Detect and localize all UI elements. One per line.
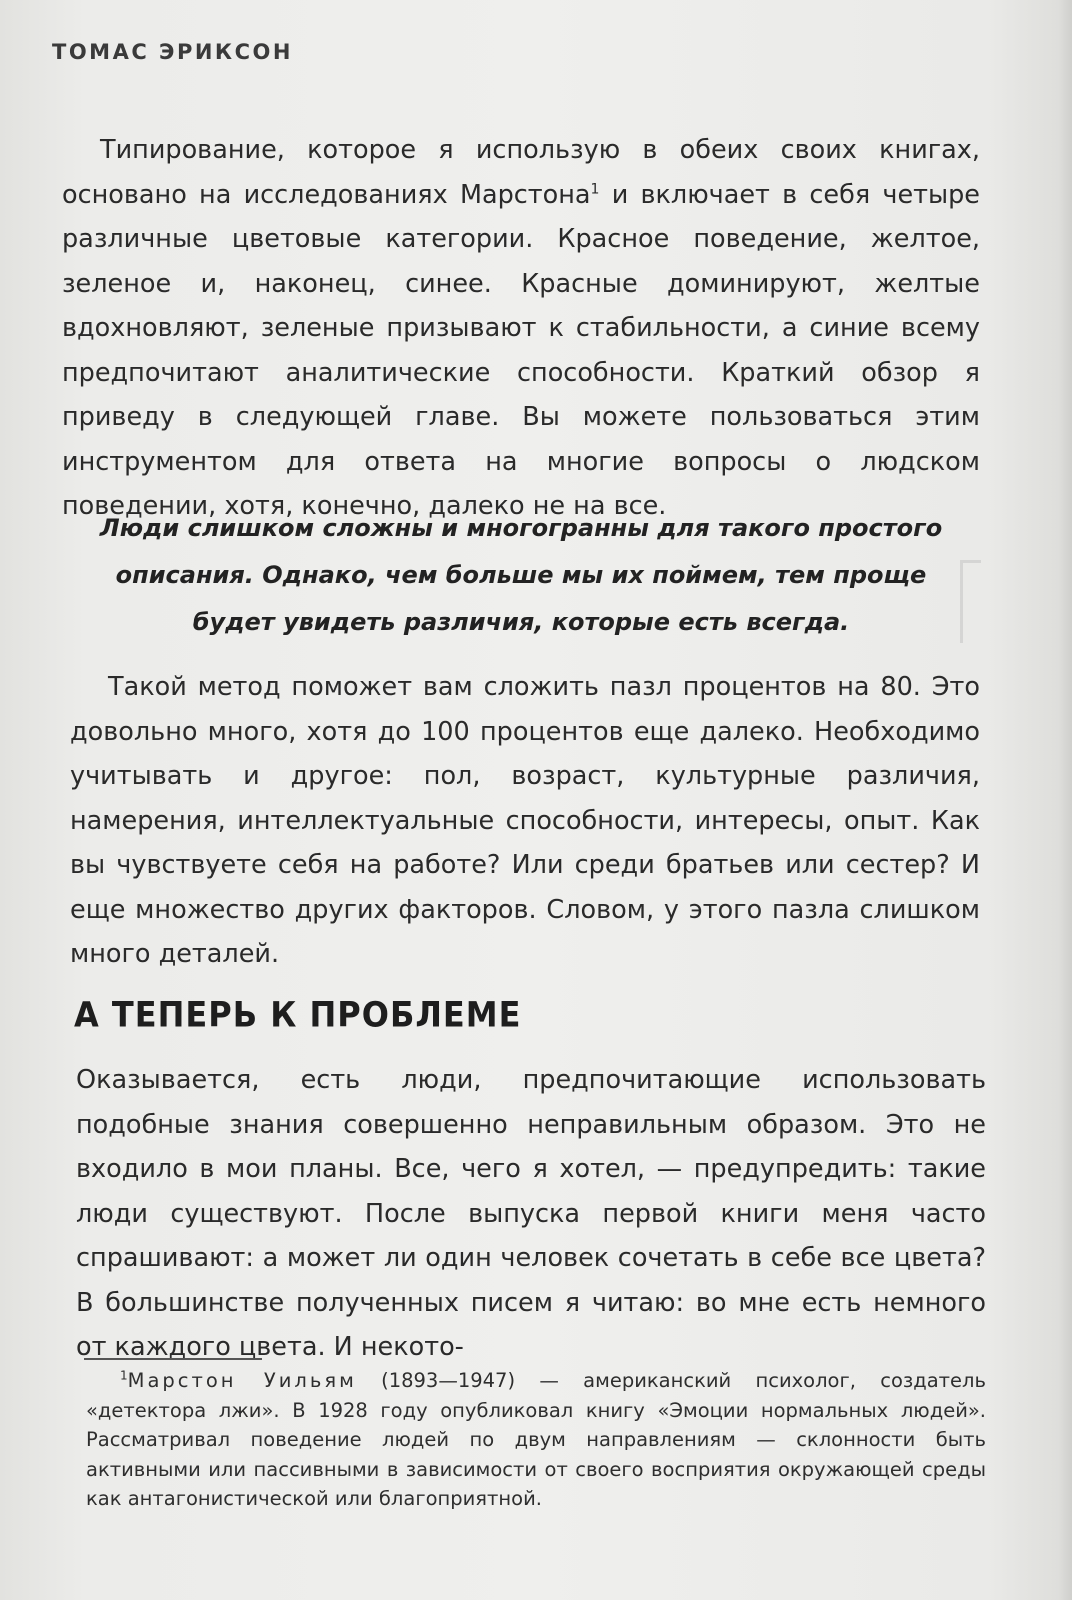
paragraph-1 — [62, 128, 980, 529]
paragraph-1-part-a: Типирование, которое я использую в обеих своих книгах, основано на исследованиях Марстона — [62, 135, 980, 210]
section-heading: А ТЕПЕРЬ К ПРОБЛЕМЕ — [74, 994, 522, 1036]
paragraph-1-text — [62, 128, 980, 529]
paragraph-1-part-b: и включает в себя четыре различные цветовые категории. Красное поведение, желтое, зеленое и, наконец, синее. Красные доминируют, желтые вдохновляют, зеленые призывают к стабильности, а синие всему предпочитают аналитические способности. Краткий обзор я приведу в следующей главе. Вы можете пользоваться этим инструментом для ответа на многие вопросы о людском поведении, хотя, конечно, далеко не на все. — [62, 179, 980, 521]
footnote — [86, 1366, 986, 1514]
footnote-name: Марстон Уильям — [127, 1369, 357, 1392]
running-head: ТОМАС ЭРИКСОН — [52, 40, 293, 64]
pull-quote: Люди слишком сложны и многогранны для такого простого описания. Однако, чем больше мы их поймем, тем проще будет увидеть различия, которые есть всегда. — [99, 514, 943, 636]
paragraph-3 — [76, 1058, 986, 1370]
footnote-divider — [84, 1358, 262, 1360]
bleed-through-mark — [960, 560, 981, 643]
footnote-body — [86, 1366, 986, 1514]
paragraph-2-text: Такой метод поможет вам сложить пазл процентов на 80. Это довольно много, хотя до 100 процентов еще далеко. Необходимо учитывать и другое: пол, возраст, культурные различия, намерения, интеллектуальные способности, интересы, опыт. Как вы чувствуете себя на работе? Или среди братьев или сестер? И еще множество других факторов. Словом, у этого пазла слишком много деталей. — [70, 672, 980, 969]
footnote-text: (1893—1947) — американский психолог, создатель «детектора лжи». В 1928 году опубликовал книгу «Эмоции нормальных людей». Рассматривал поведение людей по двум направлениям — склонности быть активными или пассивными в зависимости от своего восприятия окружающей среды как антагонистической или благоприятной. — [86, 1369, 986, 1510]
page-edge-shadow — [1058, 0, 1072, 1600]
footnote-mark: 1 — [120, 1368, 128, 1383]
paragraph-2 — [70, 665, 980, 977]
footnote-reference: 1 — [590, 181, 600, 197]
paragraph-3-text: Оказывается, есть люди, предпочитающие использовать подобные знания совершенно неправильным образом. Это не входило в мои планы. Все, чего я хотел, — предупредить: такие люди существуют. После выпуска первой книги меня часто спрашивают: а может ли один человек сочетать в себе все цвета? В большинстве полученных писем я читаю: во мне есть немного от каждого цвета. И некото- — [76, 1065, 986, 1362]
